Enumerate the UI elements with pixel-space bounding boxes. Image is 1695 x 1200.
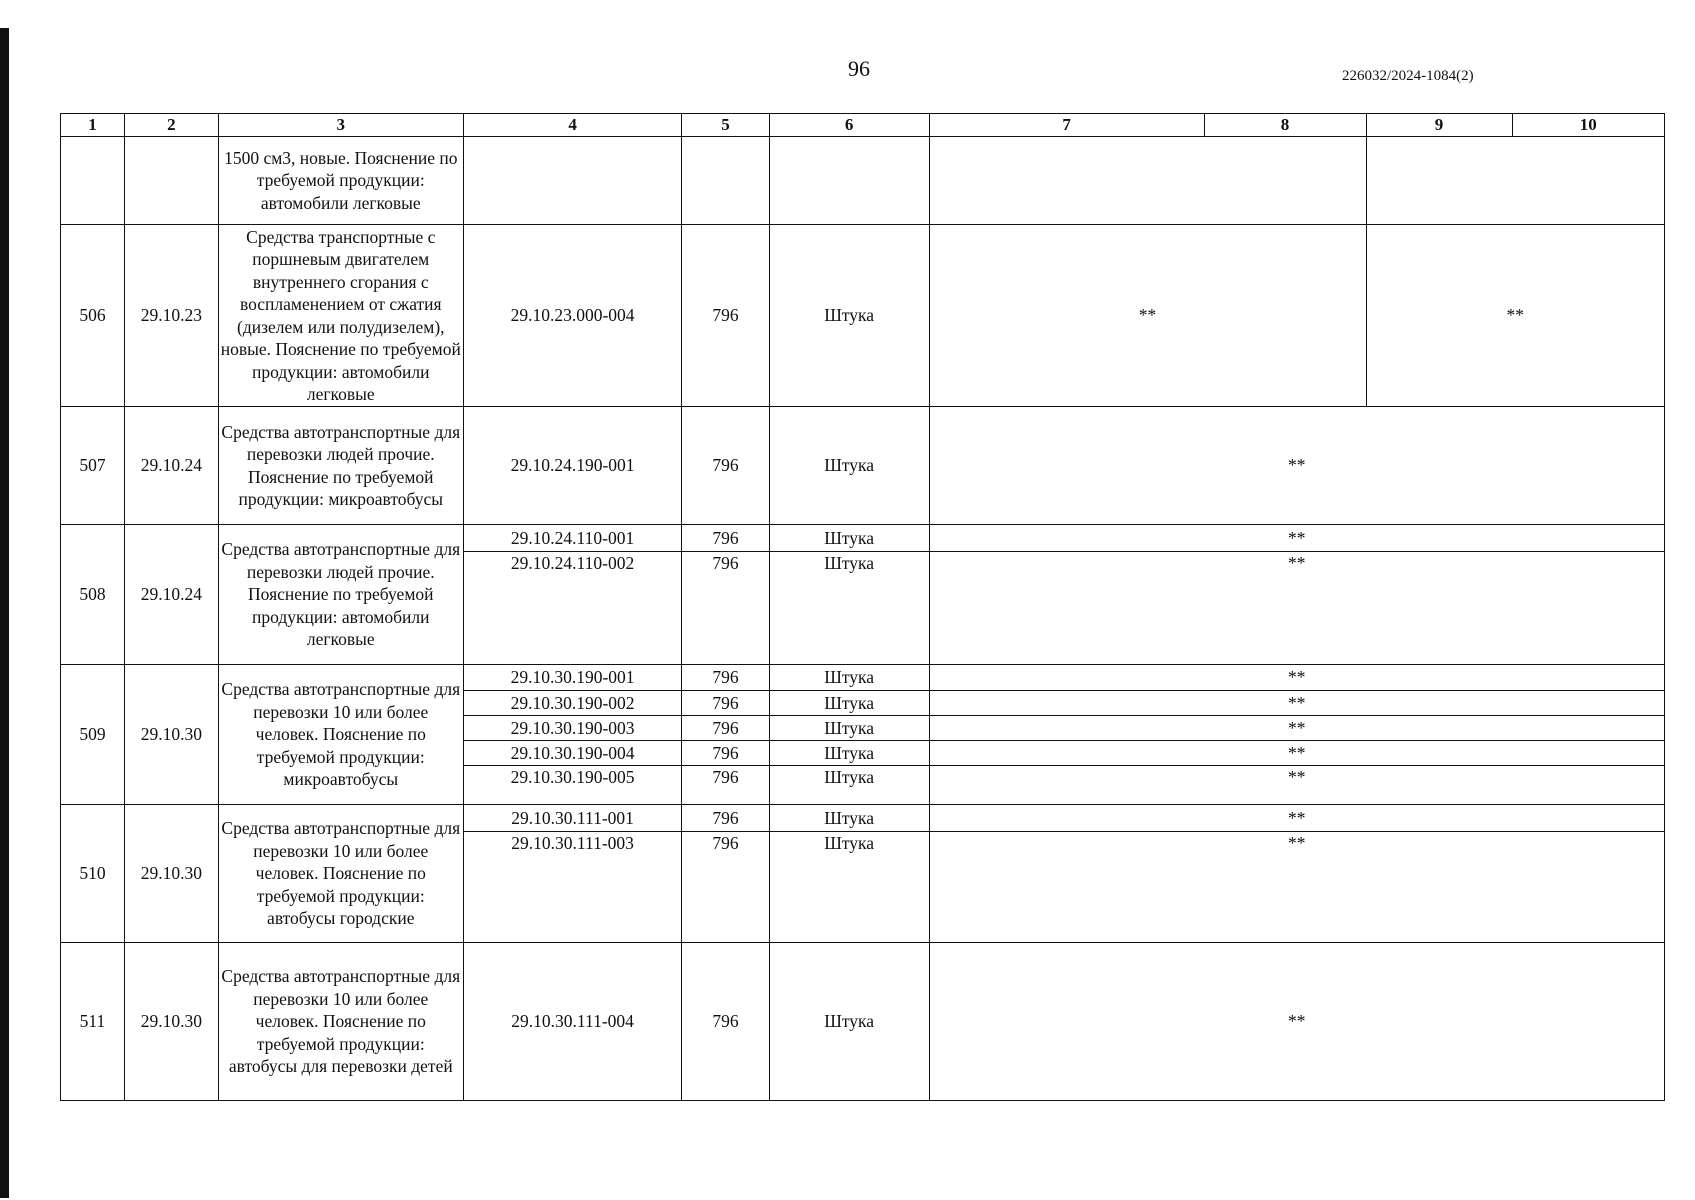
cell-okei [682,137,769,225]
table-row-509 [61,665,1665,805]
cell-description: Средства автотранспортные для перевозки людей прочие. Пояснение по требуемой продукции: микроавтобусы [218,407,463,525]
sub-unit: Штука [770,831,929,855]
cell-code [463,525,681,665]
page-number: 96 [848,56,870,81]
cell-num: 508 [61,525,125,665]
sub-okei: 796 [712,807,739,828]
sub-okei: 796 [682,740,768,765]
sub-code: 29.10.30.190-004 [464,740,681,765]
sub-mark: ** [1288,527,1306,548]
cell-num [61,137,125,225]
cell-code [463,665,681,805]
sub-okei: 796 [682,690,768,715]
sub-okei: 796 [712,527,739,548]
cell-okpd: 29.10.30 [124,805,218,943]
cell-cols-7-8 [929,137,1366,225]
cell-unit: Штука [769,225,929,407]
column-number-row [61,114,1665,137]
sub-unit: Штука [824,807,875,828]
sub-mark: ** [930,765,1664,789]
cell-cols-9-10: ** [1366,225,1664,407]
cell-okei [682,665,769,805]
cell-okei [682,525,769,665]
cell-description: Средства автотранспортные для перевозки 10 или более человек. Пояснение по требуемой продукции: автобусы городские [218,805,463,943]
cell-unit [769,665,929,805]
cell-okpd [124,137,218,225]
cell-okpd: 29.10.30 [124,665,218,805]
cell-cols-7-8: ** [929,225,1366,407]
cell-unit: Штука [769,943,929,1101]
cell-cols-7-10: ** [929,407,1664,525]
sub-unit: Штука [824,667,875,688]
cell-okei: 796 [682,225,769,407]
sub-code: 29.10.30.190-005 [464,765,681,789]
col-5-header: 5 [682,114,769,137]
cell-description: 1500 см3, новые. Пояснение по требуемой продукции: автомобили легковые [218,137,463,225]
sub-okei: 796 [712,667,739,688]
sub-unit: Штука [770,765,929,789]
col-10-header: 10 [1512,114,1664,137]
sub-okei: 796 [682,831,768,855]
table-row-510 [61,805,1665,943]
table-row-507 [61,407,1665,525]
cell-code: 29.10.23.000-004 [463,225,681,407]
cell-code: 29.10.30.111-004 [463,943,681,1101]
sub-mark: ** [930,715,1664,740]
sub-mark: ** [1288,667,1306,688]
cell-num: 509 [61,665,125,805]
cell-unit [769,525,929,665]
cell-okpd: 29.10.30 [124,943,218,1101]
col-4-header: 4 [463,114,681,137]
sub-code: 29.10.30.190-001 [510,667,635,688]
cell-okei: 796 [682,943,769,1101]
sub-okei: 796 [682,551,768,575]
cell-num: 507 [61,407,125,525]
sub-mark: ** [930,831,1664,855]
col-6-header: 6 [769,114,929,137]
sub-unit: Штука [770,551,929,575]
sub-okei: 796 [682,715,768,740]
cell-okpd: 29.10.24 [124,407,218,525]
table-row-continuation [61,137,1665,225]
sub-code: 29.10.30.190-003 [464,715,681,740]
col-7-header: 7 [929,114,1204,137]
cell-code [463,805,681,943]
table-row-511 [61,943,1665,1101]
cell-cols-7-10 [929,665,1664,805]
sub-mark: ** [1288,807,1306,828]
sub-mark: ** [930,690,1664,715]
sub-mark: ** [930,551,1664,575]
cell-unit [769,137,929,225]
cell-unit [769,805,929,943]
cell-code [463,137,681,225]
col-1-header: 1 [61,114,125,137]
cell-okpd: 29.10.23 [124,225,218,407]
cell-code: 29.10.24.190-001 [463,407,681,525]
cell-description: Средства автотранспортные для перевозки 10 или более человек. Пояснение по требуемой продукции: автобусы для перевозки детей [218,943,463,1101]
cell-cols-7-10 [929,525,1664,665]
scan-edge [0,28,9,1198]
col-2-header: 2 [124,114,218,137]
cell-description: Средства автотранспортные для перевозки 10 или более человек. Пояснение по требуемой продукции: микроавтобусы [218,665,463,805]
cell-okpd: 29.10.24 [124,525,218,665]
sub-code: 29.10.24.110-001 [510,527,635,548]
col-8-header: 8 [1204,114,1366,137]
table-row-508 [61,525,1665,665]
sub-okei: 796 [682,765,768,789]
cell-num: 506 [61,225,125,407]
document-id: 226032/2024-1084(2) [1342,68,1474,84]
cell-okei: 796 [682,407,769,525]
sub-code: 29.10.30.111-001 [511,807,634,828]
sub-unit: Штука [770,715,929,740]
table-row-506 [61,225,1665,407]
cell-cols-9-10 [1366,137,1664,225]
col-3-header: 3 [218,114,463,137]
cell-description: Средства автотранспортные для перевозки людей прочие. Пояснение по требуемой продукции: автомобили легковые [218,525,463,665]
sub-code: 29.10.24.110-002 [464,551,681,575]
sub-unit: Штука [770,690,929,715]
sub-code: 29.10.30.190-002 [464,690,681,715]
cell-description: Средства транспортные с поршневым двигателем внутреннего сгорания с воспламенением от сжатия (дизелем или полудизелем), новые. Пояснение по требуемой продукции: автомобили легковые [218,225,463,407]
sub-unit: Штука [770,740,929,765]
sub-code: 29.10.30.111-003 [464,831,681,855]
cell-unit: Штука [769,407,929,525]
cell-num: 511 [61,943,125,1101]
cell-num: 510 [61,805,125,943]
sub-unit: Штука [824,527,875,548]
cell-cols-7-10: ** [929,943,1664,1101]
cell-cols-7-10 [929,805,1664,943]
product-table [60,113,1665,1101]
sub-mark: ** [930,740,1664,765]
cell-okei [682,805,769,943]
col-9-header: 9 [1366,114,1512,137]
